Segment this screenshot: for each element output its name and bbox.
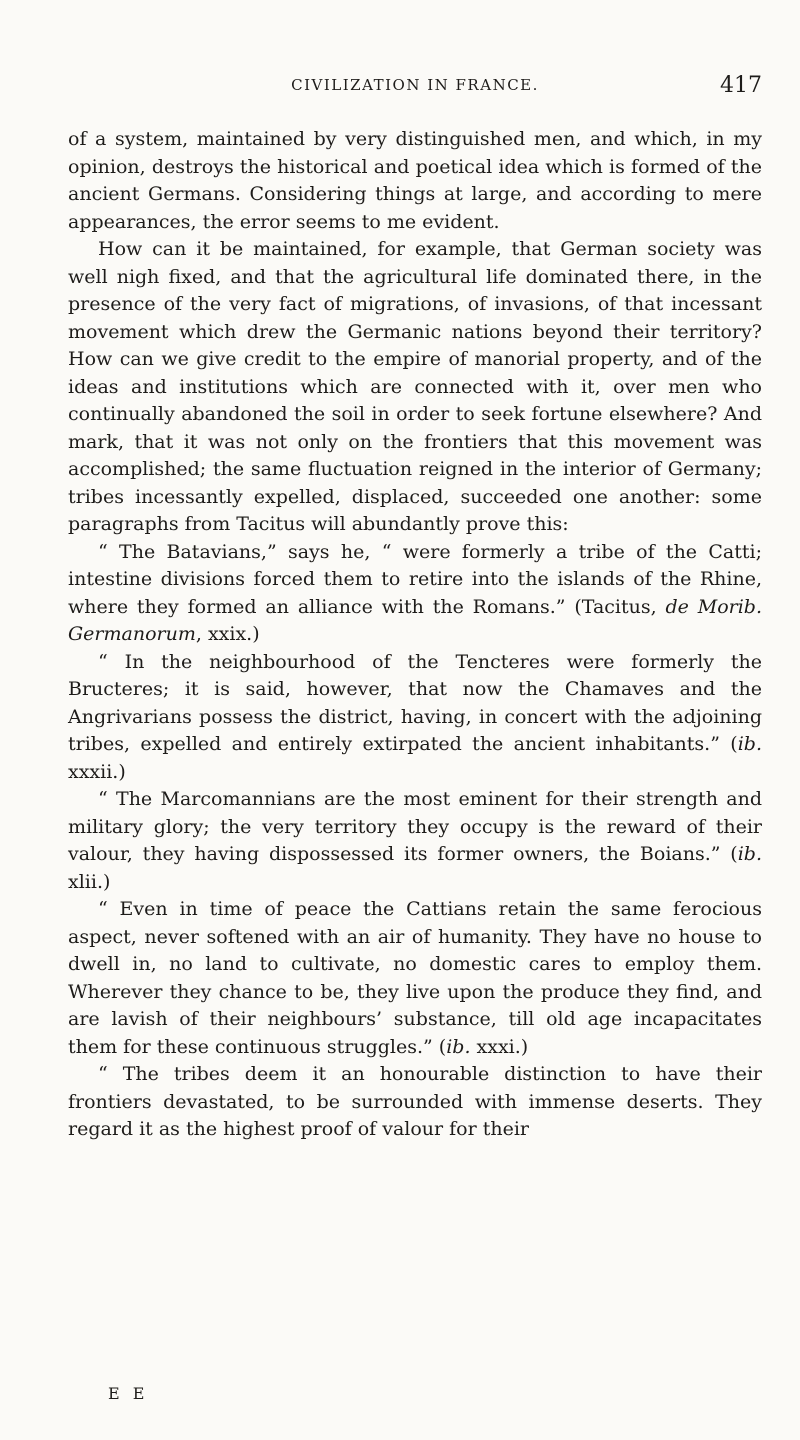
citation-ref: xxxii.) — [68, 760, 126, 783]
quotation-cattians — [68, 896, 762, 1061]
paragraph: How can it be maintained, for example, that German society was well nigh fixed, and that the agricultural life dominated there, in the presence of the very fact of migrations, of invasions, of that incessant movement which drew the Germanic nations beyond their territory? How can we give credit to the empire of manorial property, and of the ideas and institutions which are connected with it, over men who continually abandoned the soil in order to seek fortune elsewhere? And mark, that it was not only on the frontiers that this movement was accomplished; the same fluctuation reigned in the interior of Germany; tribes incessantly expelled, displaced, succeeded one another: some paragraphs from Tacitus will abundantly prove this: — [68, 238, 762, 535]
quotation-tribes: “ The tribes deem it an honourable distinction to have their frontiers devastated, to be surrounded with immense deserts. They regard it as the highest proof of valour for their — [68, 1063, 762, 1140]
quotation-text: “ The Marcomannians are the most eminent for their strength and military glory; the very territory they occupy is the reward of their valour, they having dispossessed its former owners, the Boians.” ( — [68, 788, 762, 865]
citation-ib: ib. — [737, 733, 762, 755]
paragraph-continuation: of a system, maintained by very distinguished men, and which, in my opinion, destroys the historical and poetical idea which is formed of the ancient Germans. Considering things at large, and according to mere appearances, the error seems to me evident. — [68, 128, 762, 233]
citation-ref: xlii.) — [68, 870, 111, 893]
quotation-text: “ In the neighbourhood of the Tencteres were formerly the Bructeres; it is said, however, that now the Chamaves and the Angrivarians possess the district, having, in concert with the adjoining tribes, expelled and entirely extirpated the ancient inhabitants.” ( — [68, 650, 762, 755]
quotation-text: “ Even in time of peace the Cattians retain the same ferocious aspect, never softened with an air of humanity. They have no house to dwell in, no land to cultivate, no domestic cares to employ them. Wherever they chance to be, they live upon the produce they find, and are lavish of their neighbours’ substance, till old age incapacitates them for these continuous struggles.” ( — [68, 898, 762, 1058]
running-head — [68, 73, 762, 100]
quotation-batavians — [68, 539, 762, 649]
citation-ib: ib. — [737, 843, 762, 865]
citation-ref: , xxix.) — [195, 623, 260, 645]
citation-ref: xxxi.) — [470, 1035, 529, 1058]
signature-mark: E E — [108, 1384, 149, 1403]
page-number: 417 — [720, 73, 762, 98]
quotation-text: “ The Batavians,” says he, “ were formerly a tribe of the Catti; intestine divisions forced them to retire into the islands of the Rhine, where they formed an alliance with the Romans.” (Tacitus, — [68, 540, 762, 618]
running-title: CIVILIZATION IN FRANCE. — [291, 76, 539, 94]
quotation-tencteres — [68, 649, 762, 787]
citation-ib: ib. — [446, 1035, 471, 1058]
body-text — [68, 126, 762, 1144]
quotation-marcomannians — [68, 786, 762, 896]
citation-title: de Morib. Germanorum — [68, 595, 762, 645]
